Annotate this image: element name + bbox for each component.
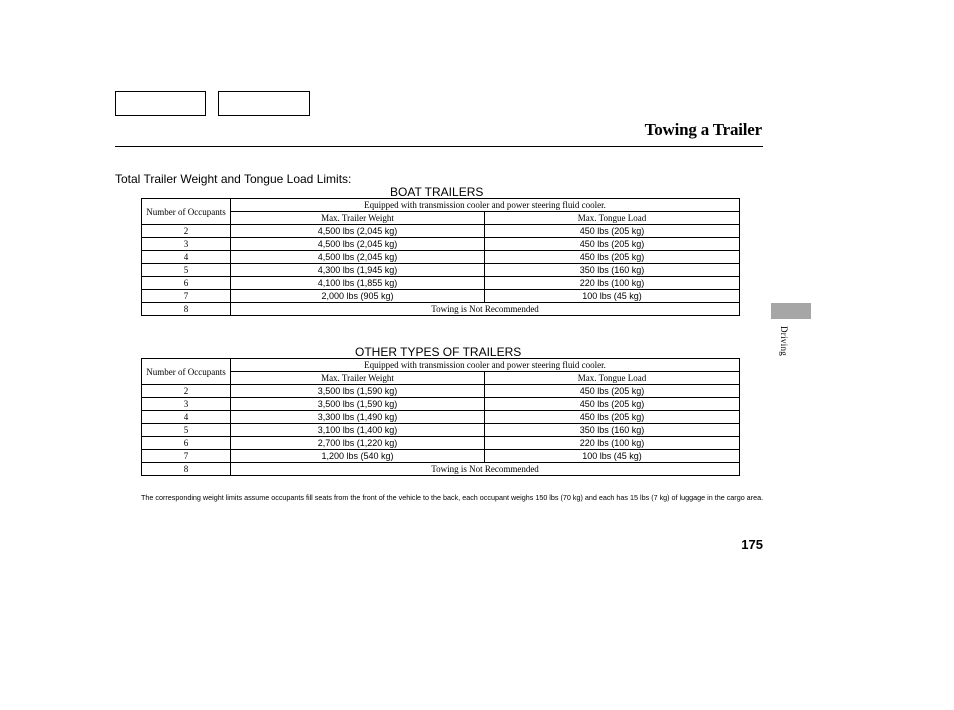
trailer-weight-cell: 1,200 lbs (540 kg) [231,450,485,463]
tongue-load-header: Max. Tongue Load [485,212,740,225]
occupants-cell: 2 [142,385,231,398]
table-subheader-row [142,212,740,225]
tongue-load-header: Max. Tongue Load [485,372,740,385]
trailer-weight-cell: 2,700 lbs (1,220 kg) [231,437,485,450]
tongue-load-cell: 100 lbs (45 kg) [485,450,740,463]
trailer-weight-cell: 3,300 lbs (1,490 kg) [231,411,485,424]
trailer-weight-cell: 2,000 lbs (905 kg) [231,290,485,303]
other-trailers-table [141,358,740,476]
tongue-load-cell: 220 lbs (100 kg) [485,437,740,450]
not-recommended-cell: Towing is Not Recommended [231,463,740,476]
table-header-row [142,359,740,372]
table-row [142,264,740,277]
equipment-header: Equipped with transmission cooler and power steering fluid cooler. [231,199,740,212]
table-row [142,238,740,251]
trailer-weight-cell: 4,500 lbs (2,045 kg) [231,238,485,251]
table-row [142,225,740,238]
tongue-load-cell: 100 lbs (45 kg) [485,290,740,303]
section-tab-label: Driving [779,326,789,357]
equipment-header: Equipped with transmission cooler and power steering fluid cooler. [231,359,740,372]
occupants-header-label: Number of Occupants [146,206,226,217]
occupants-cell: 7 [142,290,231,303]
table-row [142,385,740,398]
occupants-cell: 8 [142,463,231,476]
occupants-header [142,199,231,225]
table-row [142,424,740,437]
tongue-load-cell: 450 lbs (205 kg) [485,398,740,411]
table-row [142,290,740,303]
table-header-row [142,199,740,212]
trailer-weight-cell: 3,500 lbs (1,590 kg) [231,398,485,411]
tongue-load-cell: 450 lbs (205 kg) [485,385,740,398]
not-recommended-cell: Towing is Not Recommended [231,303,740,316]
occupants-cell: 5 [142,264,231,277]
trailer-weight-header: Max. Trailer Weight [231,212,485,225]
occupants-cell: 4 [142,411,231,424]
section-heading: Total Trailer Weight and Tongue Load Limits: [115,172,352,186]
boat-table-caption: BOAT TRAILERS [390,185,484,199]
occupants-cell: 7 [142,450,231,463]
occupants-cell: 3 [142,398,231,411]
tongue-load-cell: 350 lbs (160 kg) [485,424,740,437]
occupants-header [142,359,231,385]
section-tab-marker[interactable] [771,303,811,319]
table-row [142,398,740,411]
occupants-cell: 3 [142,238,231,251]
trailer-weight-cell: 3,500 lbs (1,590 kg) [231,385,485,398]
table-subheader-row [142,372,740,385]
occupants-cell: 6 [142,277,231,290]
trailer-weight-cell: 4,300 lbs (1,945 kg) [231,264,485,277]
occupants-cell: 4 [142,251,231,264]
tongue-load-cell: 220 lbs (100 kg) [485,277,740,290]
trailer-weight-cell: 4,500 lbs (2,045 kg) [231,251,485,264]
tongue-load-cell: 450 lbs (205 kg) [485,225,740,238]
table-row [142,277,740,290]
occupants-cell: 5 [142,424,231,437]
occupants-cell: 8 [142,303,231,316]
tongue-load-cell: 450 lbs (205 kg) [485,251,740,264]
tongue-load-cell: 450 lbs (205 kg) [485,411,740,424]
table-row [142,411,740,424]
trailer-weight-cell: 4,500 lbs (2,045 kg) [231,225,485,238]
table-row [142,450,740,463]
page-number: 175 [741,537,763,552]
nav-contents-button[interactable] [115,91,206,116]
nav-index-button[interactable] [218,91,310,116]
tongue-load-cell: 450 lbs (205 kg) [485,238,740,251]
footnote: The corresponding weight limits assume occupants fill seats from the front of the vehicle to the back, each occupant weighs 150 lbs (70 kg) and each has 15 lbs (7 kg) of luggage in the cargo area. [141,493,764,502]
trailer-weight-cell: 4,100 lbs (1,855 kg) [231,277,485,290]
table-row [142,251,740,264]
occupants-cell: 2 [142,225,231,238]
table-row [142,437,740,450]
trailer-weight-cell: 3,100 lbs (1,400 kg) [231,424,485,437]
page-title: Towing a Trailer [644,120,762,139]
boat-trailers-table [141,198,740,316]
occupants-header-label: Number of Occupants [146,366,226,377]
other-table-caption: OTHER TYPES OF TRAILERS [355,345,522,359]
title-divider [115,146,763,147]
table-row [142,303,740,316]
table-row [142,463,740,476]
occupants-cell: 6 [142,437,231,450]
tongue-load-cell: 350 lbs (160 kg) [485,264,740,277]
trailer-weight-header: Max. Trailer Weight [231,372,485,385]
